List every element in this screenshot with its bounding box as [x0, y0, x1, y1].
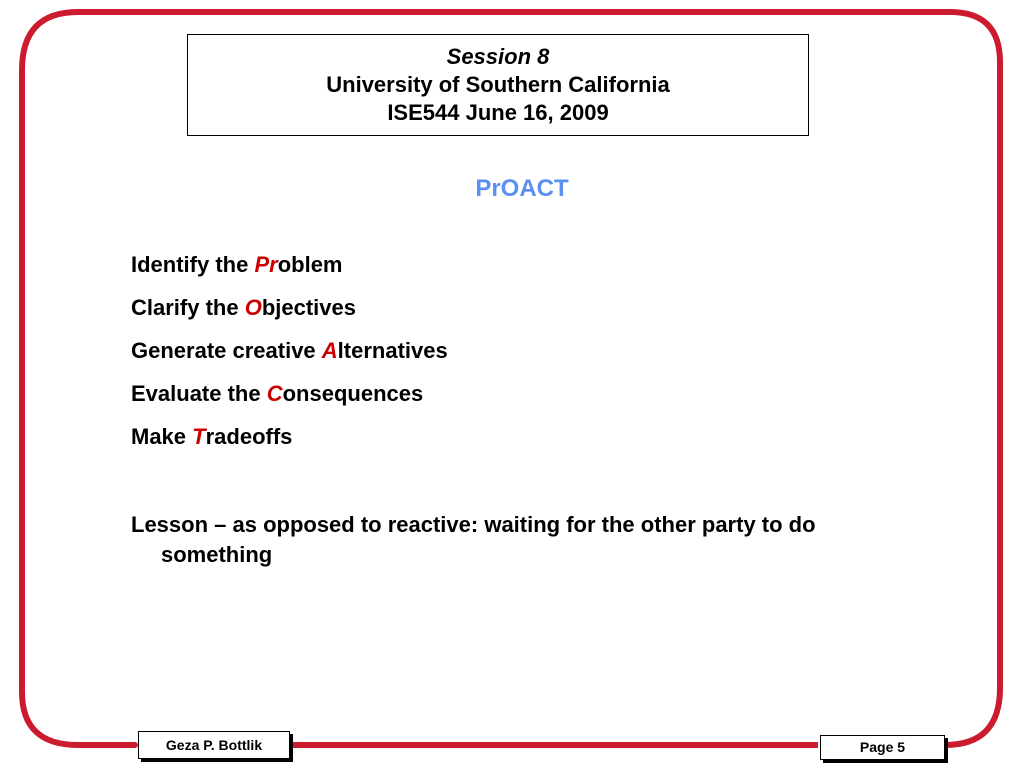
slide-title: PrOACT — [475, 175, 569, 202]
bullet-accent: Pr — [254, 252, 278, 277]
bullet-suffix: lternatives — [337, 338, 448, 363]
bullet-accent: O — [244, 295, 262, 320]
bullet-prefix: Make — [131, 424, 193, 449]
session-label: Session 8 — [446, 44, 550, 69]
bullet-consequences — [131, 380, 931, 423]
course-date-label: ISE544 June 16, 2009 — [387, 100, 609, 125]
bullet-tradeoffs — [131, 423, 931, 466]
author-label: Geza P. Bottlik — [138, 731, 290, 759]
bullet-accent: A — [321, 338, 338, 363]
bullet-prefix: Identify the — [131, 252, 255, 277]
lesson-text: Lesson – as opposed to reactive: waiting for the other party to do something — [131, 512, 816, 567]
bullet-prefix: Evaluate the — [131, 381, 267, 406]
session-header-box — [187, 34, 809, 136]
bullet-suffix: bjectives — [261, 295, 356, 320]
bullet-prefix: Generate creative — [131, 338, 322, 363]
bullet-accent: T — [192, 424, 206, 449]
bullet-suffix: radeoffs — [205, 424, 293, 449]
bullet-objectives — [131, 294, 931, 337]
bullet-alternatives — [131, 337, 931, 380]
bullet-suffix: onsequences — [282, 381, 424, 406]
bullet-accent: C — [266, 381, 283, 406]
page-number: Page 5 — [820, 735, 945, 760]
university-label: University of Southern California — [326, 72, 670, 97]
proact-list — [131, 251, 931, 466]
bullet-problem — [131, 251, 931, 294]
bullet-prefix: Clarify the — [131, 295, 245, 320]
bullet-suffix: oblem — [277, 252, 343, 277]
